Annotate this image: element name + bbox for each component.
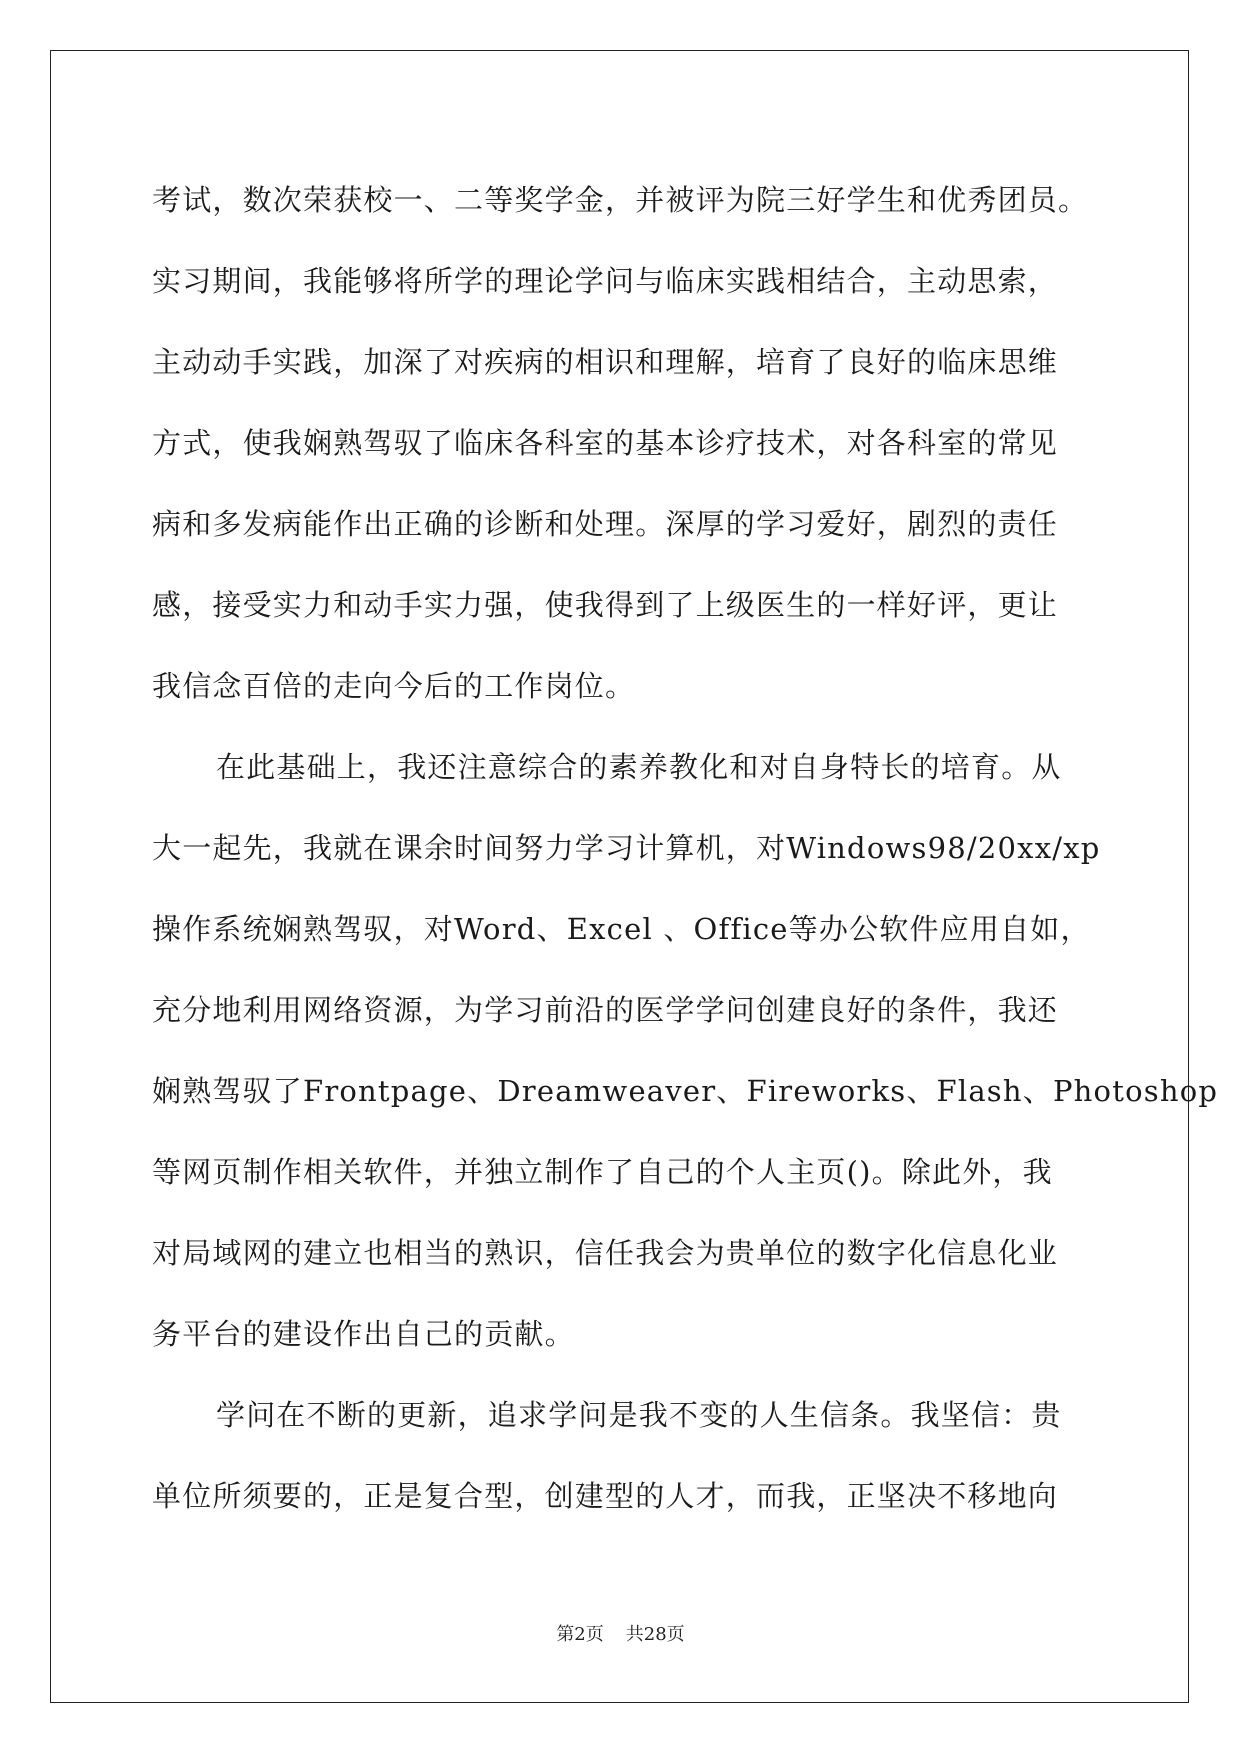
text-line: 对局域网的建立也相当的熟识，信任我会为贵单位的数字化信息化业 bbox=[152, 1236, 1059, 1270]
text-line: 考试，数次荣获校一、二等奖学金，并被评为院三好学生和优秀团员。 bbox=[152, 183, 1089, 217]
text-line: 感，接受实力和动手实力强，使我得到了上级医生的一样好评，更让 bbox=[152, 588, 1059, 622]
document-body bbox=[152, 160, 1219, 1537]
text-line: 我信念百倍的走向今后的工作岗位。 bbox=[152, 669, 636, 703]
paragraph-start-line: 在此基础上，我还注意综合的素养教化和对自身特长的培育。从 bbox=[216, 750, 1062, 784]
text-line: 单位所须要的，正是复合型，创建型的人才，而我，正坚决不移地向 bbox=[152, 1479, 1059, 1513]
text-line: 方式，使我娴熟驾驭了临床各科室的基本诊疗技术，对各科室的常见 bbox=[152, 426, 1059, 460]
page-footer bbox=[0, 1620, 1241, 1646]
text-line: 操作系统娴熟驾驭，对Word、Excel 、Office等办公软件应用自如， bbox=[152, 912, 1091, 946]
paragraph-start-line: 学问在不断的更新，追求学问是我不变的人生信条。我坚信：贵 bbox=[216, 1398, 1062, 1432]
text-line: 等网页制作相关软件，并独立制作了自己的个人主页()。除此外，我 bbox=[152, 1155, 1053, 1189]
text-line: 大一起先，我就在课余时间努力学习计算机，对Windows98/20xx/xp bbox=[152, 831, 1101, 865]
text-line: 实习期间，我能够将所学的理论学问与临床实践相结合，主动思索， bbox=[152, 264, 1059, 298]
text-line: 病和多发病能作出正确的诊断和处理。深厚的学习爱好，剧烈的责任 bbox=[152, 507, 1059, 541]
page-total: 共28页 bbox=[625, 1624, 685, 1645]
text-line: 务平台的建设作出自己的贡献。 bbox=[152, 1317, 575, 1351]
page-number: 第2页 bbox=[556, 1624, 604, 1645]
text-line: 充分地利用网络资源，为学习前沿的医学学问创建良好的条件，我还 bbox=[152, 993, 1059, 1027]
text-line: 主动动手实践，加深了对疾病的相识和理解，培育了良好的临床思维 bbox=[152, 345, 1059, 379]
text-line: 娴熟驾驭了Frontpage、Dreamweaver、Fireworks、Flash、Photoshop bbox=[152, 1074, 1219, 1108]
